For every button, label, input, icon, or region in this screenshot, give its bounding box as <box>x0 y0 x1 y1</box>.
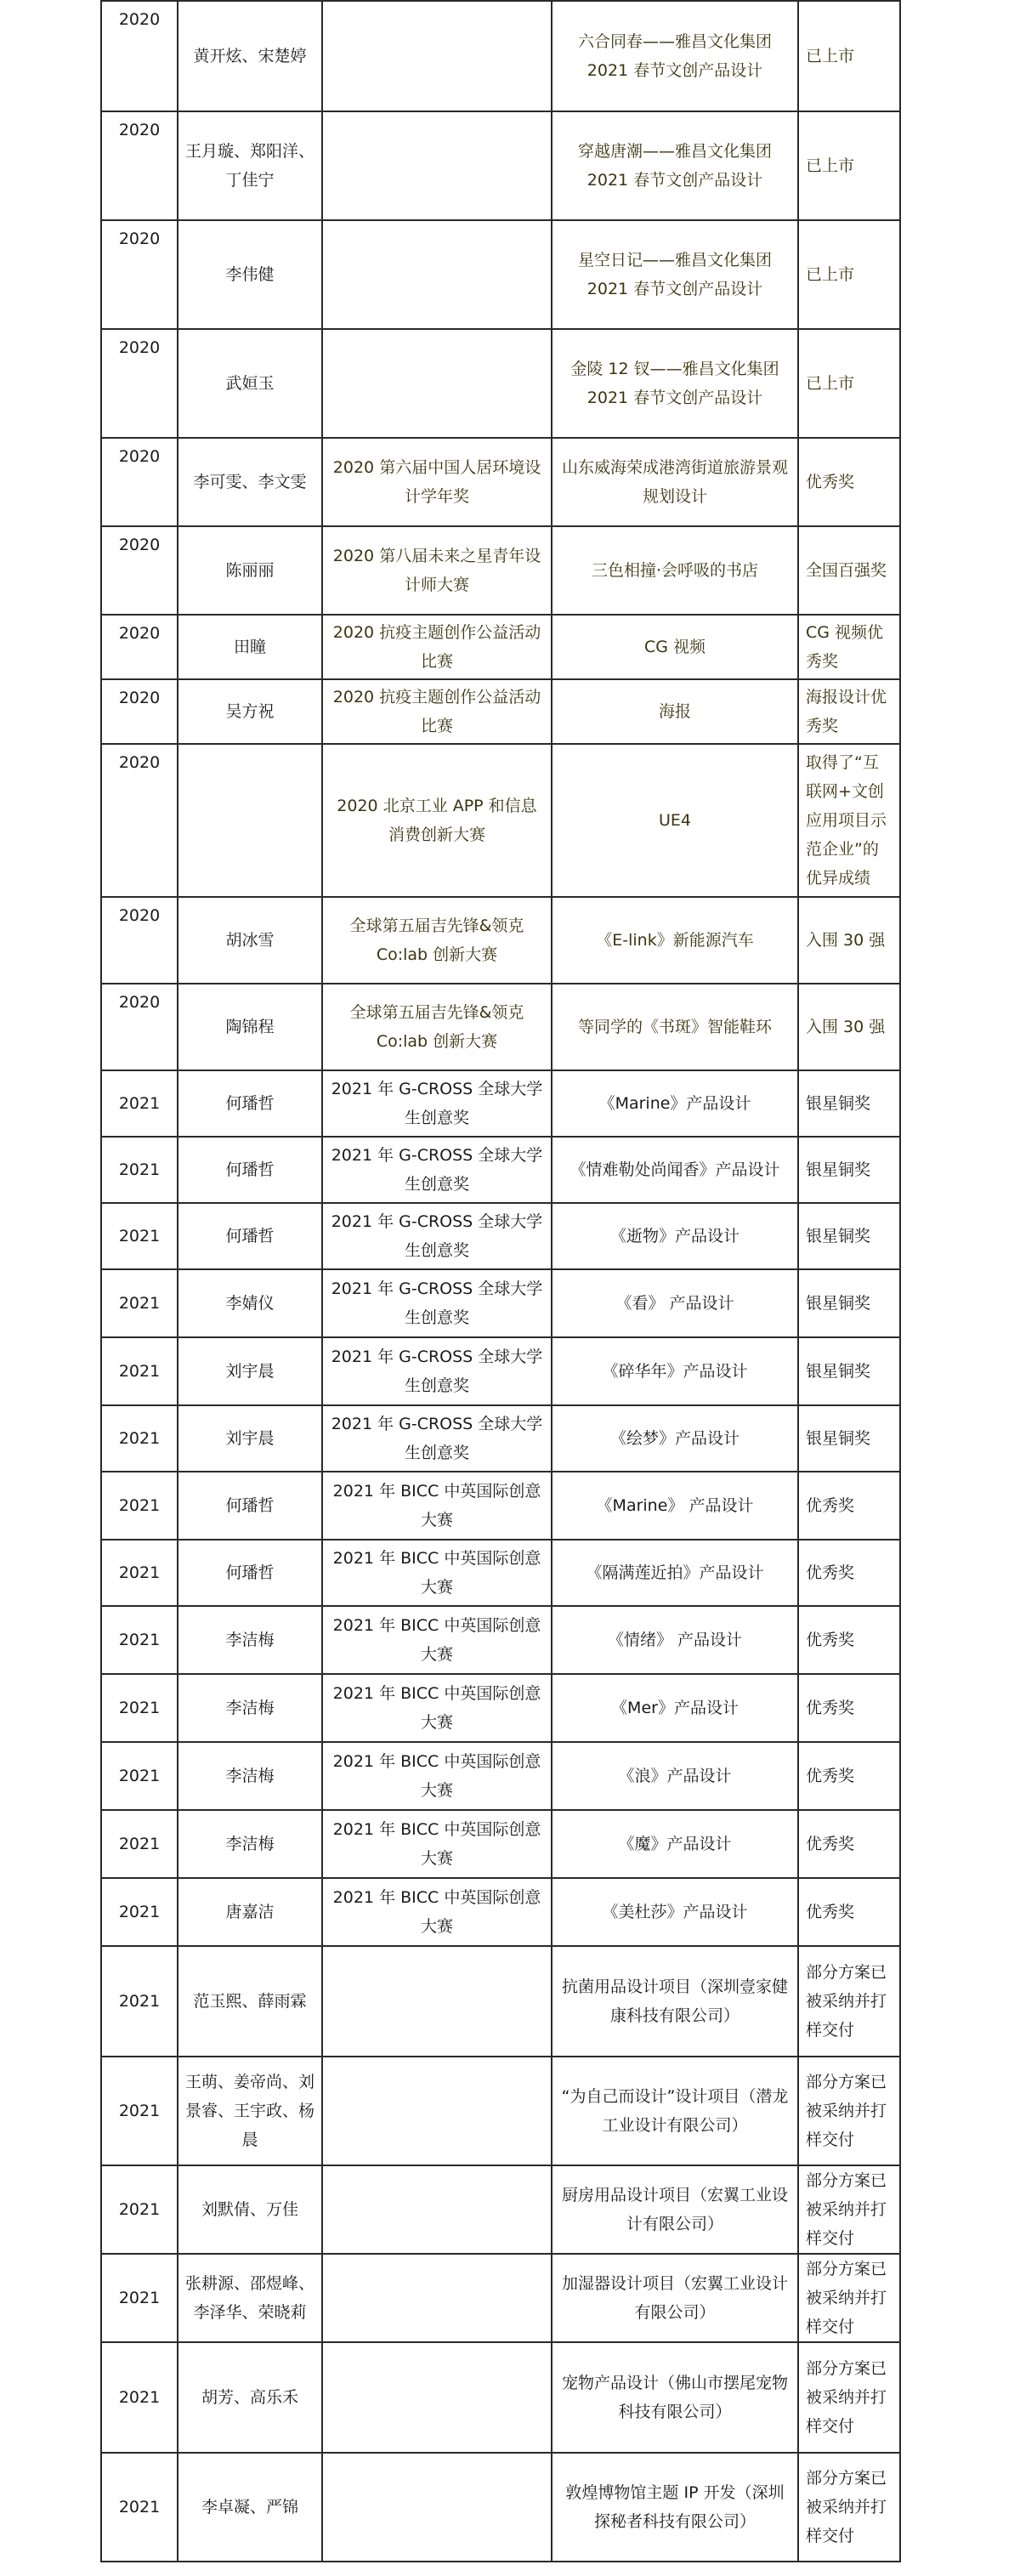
student-names-cell: 李婧仪 <box>178 1269 322 1337</box>
result-cell: 全国百强奖 <box>798 526 900 615</box>
table-row <box>101 2057 900 2165</box>
student-names-cell: 田瞳 <box>178 615 322 679</box>
competition-cell <box>322 2057 552 2165</box>
student-names-cell: 何璠哲 <box>178 1070 322 1137</box>
work-title-cell: 加湿器设计项目（宏翼工业设计有限公司） <box>552 2254 798 2342</box>
work-title-cell: 六合同春——雅昌文化集团 2021 春节文创产品设计 <box>552 1 798 111</box>
competition-cell <box>322 220 552 329</box>
competition-cell: 全球第五届吉先锋&领克 Co:lab 创新大赛 <box>322 984 552 1070</box>
work-title-cell: 抗菌用品设计项目（深圳壹家健康科技有限公司） <box>552 1946 798 2057</box>
work-title-cell: 海报 <box>552 679 798 744</box>
student-names-cell: 刘宇晨 <box>178 1405 322 1472</box>
table-row <box>101 1269 900 1337</box>
year-cell: 2021 <box>101 1810 178 1878</box>
student-names-cell: 李卓凝、严锦 <box>178 2453 322 2562</box>
result-cell: 海报设计优秀奖 <box>798 679 900 744</box>
competition-cell <box>322 2165 552 2254</box>
year-cell: 2021 <box>101 1137 178 1203</box>
competition-cell <box>322 1946 552 2057</box>
result-cell: 已上市 <box>798 220 900 329</box>
work-title-cell: 《情难勒处尚闻香》产品设计 <box>552 1137 798 1203</box>
table-row <box>101 1878 900 1946</box>
work-title-cell: 宠物产品设计（佛山市摆尾宠物科技有限公司） <box>552 2342 798 2453</box>
work-title-cell: 厨房用品设计项目（宏翼工业设计有限公司） <box>552 2165 798 2254</box>
result-cell: 银星铜奖 <box>798 1137 900 1203</box>
result-cell: 银星铜奖 <box>798 1070 900 1137</box>
work-title-cell: 山东威海荣成港湾街道旅游景观规划设计 <box>552 438 798 526</box>
table-row <box>101 2342 900 2453</box>
table-row <box>101 438 900 526</box>
competition-cell: 2020 抗疫主题创作公益活动比赛 <box>322 679 552 744</box>
student-names-cell: 王月璇、郑阳洋、丁佳宁 <box>178 111 322 220</box>
student-names-cell: 吴方祝 <box>178 679 322 744</box>
competition-cell: 2021 年 BICC 中英国际创意大赛 <box>322 1878 552 1946</box>
table-row <box>101 1337 900 1405</box>
result-cell: 优秀奖 <box>798 1810 900 1878</box>
table-row <box>101 679 900 744</box>
result-cell: 银星铜奖 <box>798 1203 900 1269</box>
student-names-cell: 陶锦程 <box>178 984 322 1070</box>
competition-cell <box>322 2342 552 2453</box>
table-row <box>101 1203 900 1269</box>
table-row <box>101 220 900 329</box>
result-cell: 部分方案已被采纳并打样交付 <box>798 2453 900 2562</box>
year-cell: 2021 <box>101 2254 178 2342</box>
competition-cell: 2021 年 BICC 中英国际创意大赛 <box>322 1674 552 1742</box>
competition-cell: 全球第五届吉先锋&领克 Co:lab 创新大赛 <box>322 897 552 984</box>
student-names-cell: 李伟健 <box>178 220 322 329</box>
work-title-cell: 《E-link》新能源汽车 <box>552 897 798 984</box>
table-row <box>101 2453 900 2562</box>
work-title-cell: 敦煌博物馆主题 IP 开发（深圳探秘者科技有限公司） <box>552 2453 798 2562</box>
student-names-cell: 李洁梅 <box>178 1606 322 1674</box>
result-cell: 部分方案已被采纳并打样交付 <box>798 2342 900 2453</box>
competition-cell <box>322 111 552 220</box>
year-cell: 2021 <box>101 1540 178 1606</box>
result-cell: 优秀奖 <box>798 1472 900 1540</box>
work-title-cell: 《美杜莎》产品设计 <box>552 1878 798 1946</box>
result-cell: 银星铜奖 <box>798 1269 900 1337</box>
competition-cell: 2021 年 G-CROSS 全球大学生创意奖 <box>322 1137 552 1203</box>
result-cell: CG 视频优秀奖 <box>798 615 900 679</box>
work-title-cell: 《看》 产品设计 <box>552 1269 798 1337</box>
table-row <box>101 2254 900 2342</box>
student-names-cell: 何璠哲 <box>178 1203 322 1269</box>
table-row <box>101 1810 900 1878</box>
work-title-cell: 三色相撞·会呼吸的书店 <box>552 526 798 615</box>
student-names-cell: 李洁梅 <box>178 1810 322 1878</box>
result-cell: 已上市 <box>798 111 900 220</box>
table-row <box>101 1946 900 2057</box>
table-row <box>101 1405 900 1472</box>
work-title-cell: “为自己而设计”设计项目（潜龙工业设计有限公司） <box>552 2057 798 2165</box>
year-cell: 2020 <box>101 1 178 111</box>
competition-cell: 2020 抗疫主题创作公益活动比赛 <box>322 615 552 679</box>
year-cell: 2021 <box>101 2165 178 2254</box>
student-names-cell: 何璠哲 <box>178 1137 322 1203</box>
student-names-cell: 李洁梅 <box>178 1742 322 1810</box>
work-title-cell: 《魔》产品设计 <box>552 1810 798 1878</box>
work-title-cell: UE4 <box>552 744 798 897</box>
student-names-cell: 胡冰雪 <box>178 897 322 984</box>
competition-cell <box>322 1 552 111</box>
table-row <box>101 1606 900 1674</box>
year-cell: 2020 <box>101 615 178 679</box>
competition-cell: 2020 北京工业 APP 和信息消费创新大赛 <box>322 744 552 897</box>
work-title-cell: 《绘梦》产品设计 <box>552 1405 798 1472</box>
result-cell: 优秀奖 <box>798 1878 900 1946</box>
student-names-cell: 刘宇晨 <box>178 1337 322 1405</box>
table-row <box>101 744 900 897</box>
student-names-cell: 唐嘉洁 <box>178 1878 322 1946</box>
work-title-cell: 等同学的《书斑》智能鞋环 <box>552 984 798 1070</box>
table-row <box>101 615 900 679</box>
student-names-cell: 李可雯、李文雯 <box>178 438 322 526</box>
work-title-cell: 《浪》产品设计 <box>552 1742 798 1810</box>
student-names-cell: 胡芳、高乐禾 <box>178 2342 322 2453</box>
result-cell: 优秀奖 <box>798 1742 900 1810</box>
competition-cell: 2020 第六届中国人居环境设计学年奖 <box>322 438 552 526</box>
year-cell: 2021 <box>101 1405 178 1472</box>
competition-cell <box>322 2453 552 2562</box>
result-cell: 优秀奖 <box>798 1606 900 1674</box>
year-cell: 2020 <box>101 984 178 1070</box>
result-cell: 银星铜奖 <box>798 1337 900 1405</box>
table-row <box>101 1742 900 1810</box>
year-cell: 2020 <box>101 329 178 438</box>
table-row <box>101 1472 900 1540</box>
result-cell: 已上市 <box>798 1 900 111</box>
student-names-cell: 黄开炫、宋楚婷 <box>178 1 322 111</box>
year-cell: 2021 <box>101 1674 178 1742</box>
table-row <box>101 2165 900 2254</box>
competition-cell: 2021 年 G-CROSS 全球大学生创意奖 <box>322 1405 552 1472</box>
year-cell: 2021 <box>101 1203 178 1269</box>
competition-cell <box>322 329 552 438</box>
table-row <box>101 897 900 984</box>
result-cell: 银星铜奖 <box>798 1405 900 1472</box>
year-cell: 2020 <box>101 526 178 615</box>
table-row <box>101 111 900 220</box>
year-cell: 2021 <box>101 1472 178 1540</box>
year-cell: 2020 <box>101 679 178 744</box>
result-cell: 优秀奖 <box>798 438 900 526</box>
awards-table-body <box>101 1 900 2562</box>
result-cell: 部分方案已被采纳并打样交付 <box>798 2057 900 2165</box>
student-names-cell: 范玉熙、薛雨霖 <box>178 1946 322 2057</box>
result-cell: 优秀奖 <box>798 1540 900 1606</box>
table-row <box>101 984 900 1070</box>
student-names-cell: 李洁梅 <box>178 1674 322 1742</box>
competition-cell: 2021 年 BICC 中英国际创意大赛 <box>322 1742 552 1810</box>
student-names-cell: 何璠哲 <box>178 1472 322 1540</box>
competition-cell: 2021 年 G-CROSS 全球大学生创意奖 <box>322 1269 552 1337</box>
result-cell: 入围 30 强 <box>798 897 900 984</box>
result-cell: 优秀奖 <box>798 1674 900 1742</box>
work-title-cell: 《隔满莲近拍》产品设计 <box>552 1540 798 1606</box>
table-row <box>101 1674 900 1742</box>
year-cell: 2021 <box>101 1946 178 2057</box>
competition-cell: 2021 年 G-CROSS 全球大学生创意奖 <box>322 1203 552 1269</box>
result-cell: 部分方案已被采纳并打样交付 <box>798 1946 900 2057</box>
work-title-cell: 《情绪》 产品设计 <box>552 1606 798 1674</box>
year-cell: 2021 <box>101 1337 178 1405</box>
competition-cell: 2021 年 BICC 中英国际创意大赛 <box>322 1810 552 1878</box>
year-cell: 2020 <box>101 438 178 526</box>
competition-cell: 2021 年 BICC 中英国际创意大赛 <box>322 1472 552 1540</box>
table-row <box>101 1137 900 1203</box>
year-cell: 2020 <box>101 744 178 897</box>
awards-table <box>100 0 901 2562</box>
table-row <box>101 1 900 111</box>
result-cell: 入围 30 强 <box>798 984 900 1070</box>
year-cell: 2021 <box>101 1269 178 1337</box>
work-title-cell: 《Marine》产品设计 <box>552 1070 798 1137</box>
work-title-cell: CG 视频 <box>552 615 798 679</box>
year-cell: 2021 <box>101 1878 178 1946</box>
year-cell: 2021 <box>101 1606 178 1674</box>
competition-cell <box>322 2254 552 2342</box>
competition-cell: 2020 第八届未来之星青年设计师大赛 <box>322 526 552 615</box>
competition-cell: 2021 年 G-CROSS 全球大学生创意奖 <box>322 1337 552 1405</box>
year-cell: 2020 <box>101 111 178 220</box>
student-names-cell: 陈丽丽 <box>178 526 322 615</box>
result-cell: 已上市 <box>798 329 900 438</box>
competition-cell: 2021 年 BICC 中英国际创意大赛 <box>322 1606 552 1674</box>
student-names-cell: 张耕源、邵煜峰、李泽华、荣晓莉 <box>178 2254 322 2342</box>
result-cell: 部分方案已被采纳并打样交付 <box>798 2165 900 2254</box>
student-names-cell: 武姮玉 <box>178 329 322 438</box>
year-cell: 2020 <box>101 897 178 984</box>
student-names-cell <box>178 744 322 897</box>
result-cell: 部分方案已被采纳并打样交付 <box>798 2254 900 2342</box>
student-names-cell: 王萌、姜帝尚、刘景睿、王宇政、杨晨 <box>178 2057 322 2165</box>
work-title-cell: 穿越唐潮——雅昌文化集团 2021 春节文创产品设计 <box>552 111 798 220</box>
work-title-cell: 金陵 12 钗——雅昌文化集团 2021 春节文创产品设计 <box>552 329 798 438</box>
work-title-cell: 《逝物》产品设计 <box>552 1203 798 1269</box>
year-cell: 2021 <box>101 2342 178 2453</box>
work-title-cell: 《Marine》 产品设计 <box>552 1472 798 1540</box>
year-cell: 2021 <box>101 1070 178 1137</box>
work-title-cell: 《碎华年》产品设计 <box>552 1337 798 1405</box>
competition-cell: 2021 年 G-CROSS 全球大学生创意奖 <box>322 1070 552 1137</box>
table-row <box>101 526 900 615</box>
year-cell: 2020 <box>101 220 178 329</box>
competition-cell: 2021 年 BICC 中英国际创意大赛 <box>322 1540 552 1606</box>
result-cell: 取得了“互联网+文创应用项目示范企业”的优异成绩 <box>798 744 900 897</box>
work-title-cell: 星空日记——雅昌文化集团 2021 春节文创产品设计 <box>552 220 798 329</box>
year-cell: 2021 <box>101 2057 178 2165</box>
year-cell: 2021 <box>101 2453 178 2562</box>
student-names-cell: 何璠哲 <box>178 1540 322 1606</box>
work-title-cell: 《Mer》产品设计 <box>552 1674 798 1742</box>
table-row <box>101 1540 900 1606</box>
table-row <box>101 329 900 438</box>
table-row <box>101 1070 900 1137</box>
year-cell: 2021 <box>101 1742 178 1810</box>
student-names-cell: 刘默倩、万佳 <box>178 2165 322 2254</box>
